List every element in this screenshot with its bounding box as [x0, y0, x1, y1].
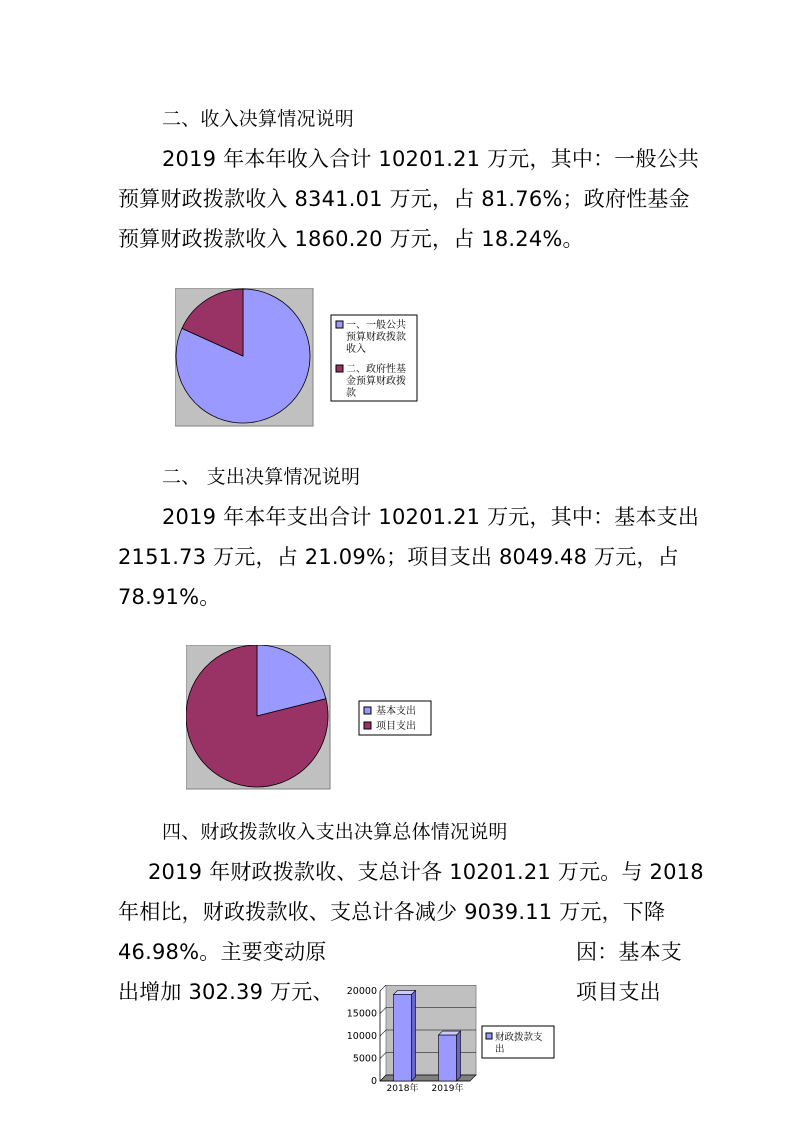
income-text-line-2: 预算财政拨款收入 8341.01 万元，占 81.76%；政府性基金 [118, 187, 690, 211]
legend-label-1c: 收入 [346, 344, 366, 355]
pie-legend [331, 315, 417, 401]
x-tick-label: 2018年 [386, 1084, 419, 1094]
y-tick-label: 20000 [346, 986, 377, 997]
legend-label-b: 出 [495, 1044, 505, 1055]
y-tick-label: 5000 [352, 1053, 377, 1065]
section4-text-line-1: 2019 年财政拨款收、支总计各 10201.21 万元。与 2018 [148, 860, 704, 884]
bar-2 [439, 1031, 461, 1081]
bar-1 [394, 990, 416, 1081]
income-pie-chart [175, 288, 420, 428]
section4-text-line-3a: 46.98%。主要变动原 [118, 940, 327, 964]
legend-label-1a: 一、一般公共 [346, 320, 406, 331]
section4-heading: 四、财政拨款收入支出决算总体情况说明 [162, 821, 508, 843]
legend-label-2: 项目支出 [376, 721, 416, 732]
y-tick-label: 15000 [346, 1008, 377, 1020]
legend-label-1b: 预算财政拨款 [346, 332, 406, 343]
legend-swatch-1 [336, 321, 343, 328]
expense-text-line-1: 2019 年本年支出合计 10201.21 万元，其中：基本支出 [162, 505, 700, 529]
section4-text-line-3b: 因：基本支 [576, 940, 682, 964]
legend-swatch [486, 1033, 492, 1039]
income-text-line-1: 2019 年本年收入合计 10201.21 万元，其中：一般公共 [162, 147, 700, 171]
legend-label-2a: 二、政府性基 [346, 364, 406, 375]
y-tick-label: 10000 [346, 1031, 377, 1042]
pie-slices [186, 645, 328, 787]
section4-text-line-4a: 出增加 302.39 万元、 [118, 980, 334, 1004]
income-text-line-3: 预算财政拨款收入 1860.20 万元，占 18.24%。 [118, 227, 584, 251]
bar-chart [340, 985, 560, 1097]
section4-text-line-2: 年相比，财政拨款收、支总计各减少 9039.11 万元，下降 [118, 900, 666, 924]
expense-heading: 二、 支出决算情况说明 [162, 466, 361, 488]
bar-legend [482, 1026, 554, 1058]
x-tick-label: 2019年 [431, 1084, 464, 1094]
legend-label-2b: 金预算财政拨 [346, 376, 406, 387]
legend-label-2c: 款 [346, 388, 356, 399]
legend-swatch-2 [336, 365, 343, 372]
expense-text-line-3: 78.91%。 [118, 585, 221, 609]
pie-slices [176, 289, 310, 423]
legend-swatch-2 [364, 722, 371, 729]
legend-label-a: 财政拨款支 [495, 1032, 543, 1043]
income-heading: 二、收入决算情况说明 [162, 108, 355, 130]
section4-text-line-4b: 项目支出 [576, 980, 661, 1004]
legend-swatch-1 [364, 707, 371, 714]
expense-text-line-2: 2151.73 万元，占 21.09%；项目支出 8049.48 万元，占 [118, 545, 679, 569]
legend-label-1: 基本支出 [376, 706, 416, 717]
y-tick-label: 0 [370, 1076, 377, 1087]
expense-pie-chart [186, 645, 436, 791]
pie-legend [359, 701, 431, 735]
